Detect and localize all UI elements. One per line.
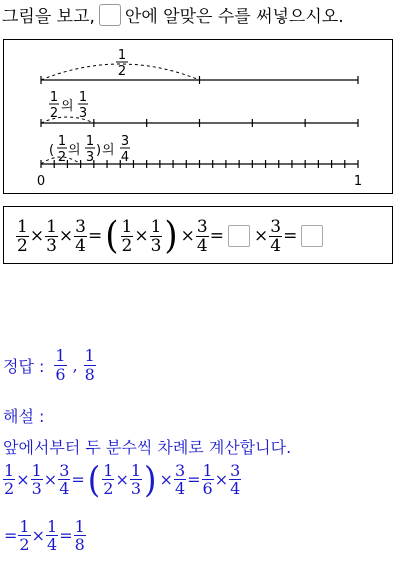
times-sign: × bbox=[16, 470, 30, 489]
label-bot-close: ) bbox=[96, 143, 102, 158]
eq-frac-4: $\frac{1}{2}$ bbox=[121, 216, 133, 256]
label-half-of-third bbox=[49, 90, 88, 121]
exp-frac: $\frac{1}{3}$ bbox=[31, 461, 42, 498]
equals-sign: = bbox=[209, 226, 224, 246]
equation-row bbox=[16, 213, 326, 259]
explanation-line-2 bbox=[3, 518, 86, 553]
axis-end-label: 1 bbox=[353, 174, 363, 189]
times-sign: × bbox=[134, 226, 149, 246]
answer-blank-1[interactable] bbox=[228, 225, 250, 247]
answer-values bbox=[54, 347, 95, 384]
label-top-den: 2 bbox=[117, 64, 127, 79]
question-text bbox=[2, 4, 344, 30]
exp-frac: $\frac{1}{2}$ bbox=[4, 461, 15, 498]
answer-sep: , bbox=[72, 356, 78, 375]
number-line-diagram bbox=[4, 40, 394, 195]
exp-frac: $\frac{1}{8}$ bbox=[74, 517, 85, 554]
label-bot-of2: 의 bbox=[102, 143, 115, 158]
answer-blank-2[interactable] bbox=[301, 225, 323, 247]
exp-frac: $\frac{1}{2}$ bbox=[19, 517, 30, 554]
explanation-line-1 bbox=[3, 458, 241, 501]
question-text-before: 그림을 보고, bbox=[2, 7, 95, 27]
axis-start-label: 0 bbox=[36, 174, 46, 189]
close-paren: ) bbox=[144, 458, 157, 501]
close-paren: ) bbox=[164, 214, 178, 258]
label-bot-a-den: 2 bbox=[57, 150, 67, 165]
label-bot-a-num: 1 bbox=[57, 134, 67, 149]
times-sign: × bbox=[31, 526, 45, 545]
equals-sign: = bbox=[59, 526, 73, 545]
times-sign: × bbox=[214, 470, 229, 489]
equals-sign: = bbox=[187, 470, 201, 489]
answer-frac-1: $\frac{1}{6}$ bbox=[55, 346, 66, 384]
exp-frac: $\frac{3}{4}$ bbox=[174, 461, 186, 498]
times-sign: × bbox=[43, 470, 58, 489]
eq-frac-1: $\frac{1}{2}$ bbox=[17, 216, 28, 256]
eq-frac-3: $\frac{3}{4}$ bbox=[75, 216, 86, 256]
times-sign: × bbox=[254, 226, 269, 246]
times-sign: × bbox=[115, 470, 129, 489]
answer-label: 정답 : bbox=[3, 357, 45, 376]
exp-frac: $\frac{1}{6}$ bbox=[202, 461, 213, 498]
question-text-after: 안에 알맞은 수를 써넣으시오. bbox=[124, 7, 344, 27]
label-bot-open: ( bbox=[49, 143, 55, 158]
label-mid-a-den: 2 bbox=[49, 106, 59, 121]
label-mid-b-den: 3 bbox=[78, 106, 88, 121]
label-compound bbox=[49, 134, 130, 165]
eq-frac-7: $\frac{3}{4}$ bbox=[270, 216, 282, 256]
eq-frac-2: $\frac{1}{3}$ bbox=[46, 216, 57, 256]
label-mid-of: 의 bbox=[61, 99, 74, 114]
answer-box-icon bbox=[99, 4, 121, 26]
label-top-num: 1 bbox=[117, 48, 127, 63]
exp-frac: $\frac{3}{4}$ bbox=[230, 461, 241, 498]
times-sign: × bbox=[159, 470, 173, 489]
open-paren: ( bbox=[105, 214, 119, 258]
exp-frac: $\frac{3}{4}$ bbox=[59, 461, 70, 498]
equals-sign: = bbox=[283, 226, 298, 246]
times-sign: × bbox=[58, 226, 74, 246]
label-bot-b-den: 3 bbox=[85, 150, 95, 165]
explanation-text: 앞에서부터 두 분수씩 차례로 계산합니다. bbox=[3, 438, 292, 457]
eq-frac-6: $\frac{3}{4}$ bbox=[196, 216, 208, 256]
exp-frac: $\frac{1}{4}$ bbox=[47, 517, 58, 554]
eq-frac-5: $\frac{1}{3}$ bbox=[150, 216, 162, 256]
label-bot-c-num: 3 bbox=[120, 134, 130, 149]
label-bot-of1: 의 bbox=[68, 143, 81, 158]
times-sign: × bbox=[29, 226, 45, 246]
answer-frac-2: $\frac{1}{8}$ bbox=[84, 346, 95, 384]
equals-sign: = bbox=[71, 470, 85, 489]
number-line-figure bbox=[3, 39, 393, 194]
label-mid-a-num: 1 bbox=[49, 90, 59, 105]
equals-sign: = bbox=[4, 526, 18, 545]
label-one-half bbox=[116, 48, 128, 79]
exp-frac: $\frac{1}{2}$ bbox=[103, 461, 114, 498]
label-bot-c-den: 4 bbox=[120, 150, 130, 165]
label-mid-b-num: 1 bbox=[78, 90, 88, 105]
equals-sign: = bbox=[87, 226, 103, 246]
exp-frac: $\frac{1}{3}$ bbox=[130, 461, 142, 498]
open-paren: ( bbox=[87, 458, 101, 501]
times-sign: × bbox=[180, 226, 195, 246]
answer-line bbox=[3, 347, 96, 384]
label-bot-b-num: 1 bbox=[85, 134, 95, 149]
explanation-label: 해설 : bbox=[3, 407, 45, 426]
equation-box bbox=[3, 206, 393, 264]
